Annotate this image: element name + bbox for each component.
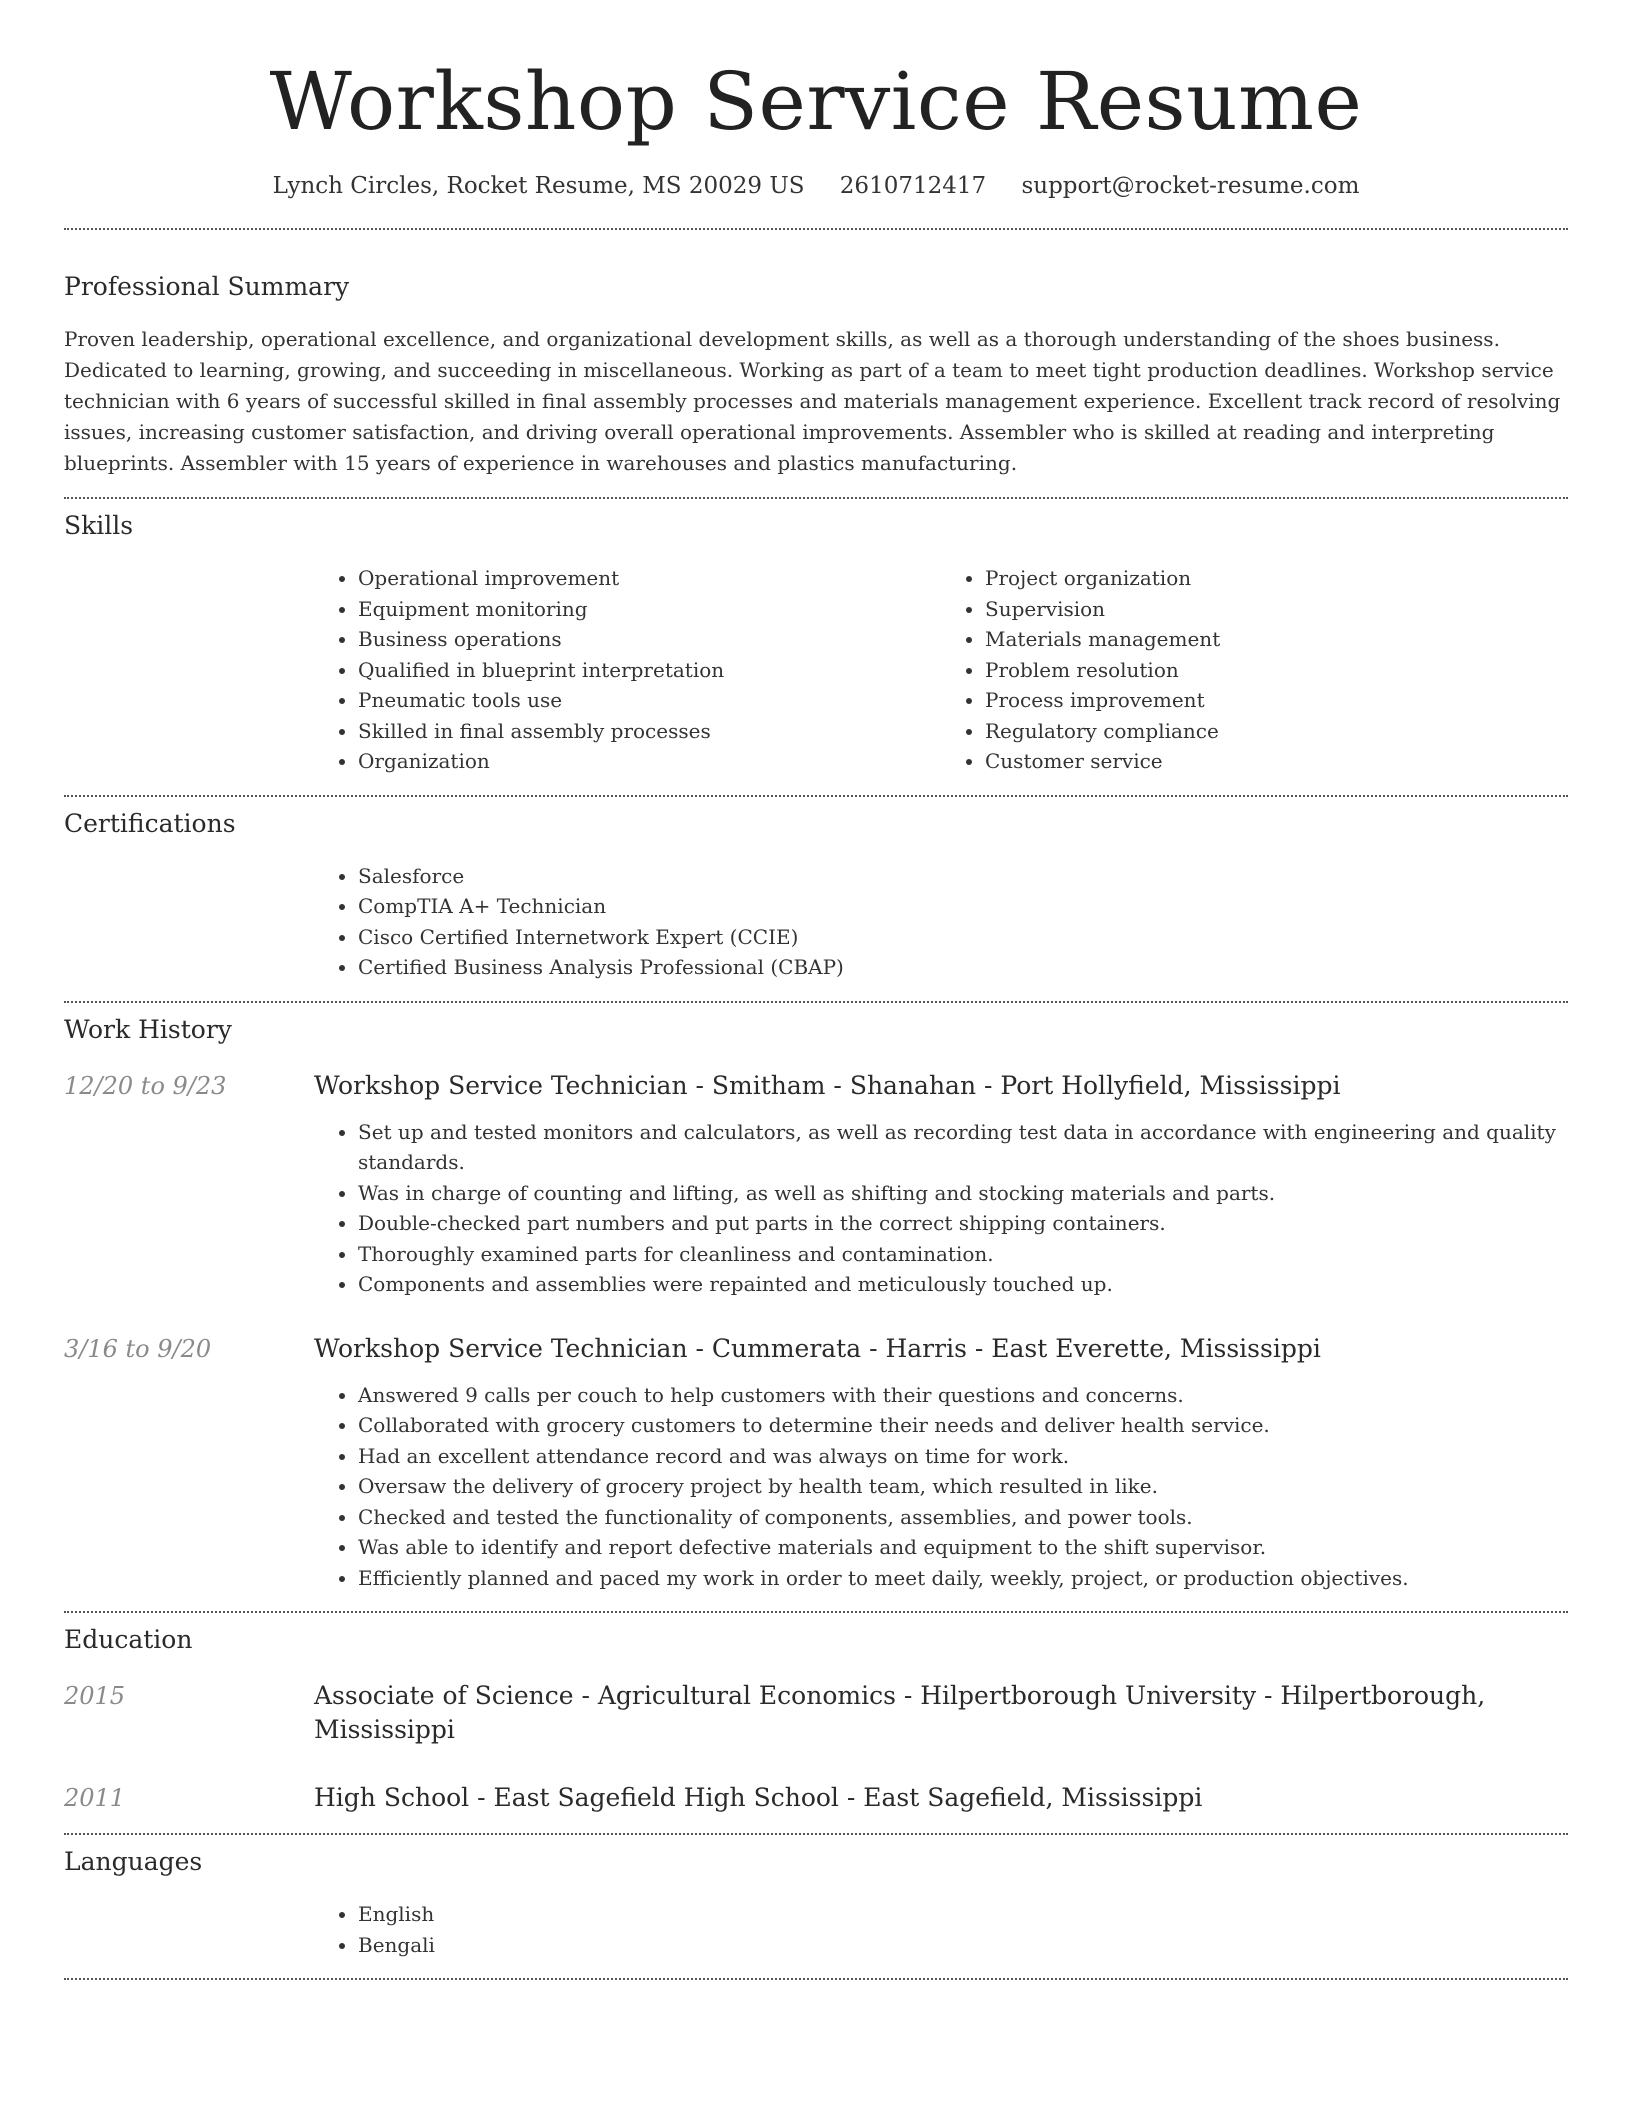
list-item: • Skilled in final assembly processes [358, 716, 941, 747]
list-item: • Pneumatic tools use [358, 685, 941, 716]
summary-section [64, 230, 1568, 479]
skills-grid [314, 563, 1568, 777]
list-item: • English [358, 1899, 1568, 1930]
section-title-certifications: Certifications [64, 808, 236, 838]
contact-email: support@rocket-resume.com [1021, 173, 1360, 199]
job-header [64, 1069, 1568, 1103]
list-item: • Organization [358, 746, 941, 777]
list-item: • Qualified in blueprint interpretation [358, 655, 941, 686]
list-item: • Business operations [358, 624, 941, 655]
list-item: • Had an excellent attendance record and was always on time for work. [358, 1441, 1568, 1472]
section-title-work: Work History [64, 1014, 232, 1044]
list-item: • Project organization [985, 563, 1568, 594]
section-title-summary: Professional Summary [64, 272, 350, 301]
section-title-languages: Languages [64, 1847, 203, 1876]
education-entry [64, 1781, 1568, 1815]
languages-section [64, 1835, 1568, 1960]
list-item: • Problem resolution [985, 655, 1568, 686]
education-heading: High School - East Sagefield High School - East Sagefield, Mississippi [314, 1783, 1203, 1812]
list-item: • Operational improvement [358, 563, 941, 594]
certifications-section [64, 797, 1568, 983]
list-item: • Customer service [985, 746, 1568, 777]
list-item: • Certified Business Analysis Professional (CBAP) [358, 952, 1568, 983]
job-heading: Workshop Service Technician - Cummerata - Harris - East Everette, Mississippi [314, 1333, 1321, 1363]
skills-list-right [941, 563, 1568, 777]
divider [64, 1978, 1568, 1980]
languages-list [314, 1899, 1568, 1960]
list-item: • Salesforce [358, 861, 1568, 892]
section-title-education: Education [64, 1625, 193, 1654]
list-item: • Was able to identify and report defective materials and equipment to the shift supervisor. [358, 1532, 1568, 1563]
list-item: • Bengali [358, 1930, 1568, 1961]
section-title-skills: Skills [64, 511, 134, 540]
list-item: • Checked and tested the functionality of components, assemblies, and power tools. [358, 1502, 1568, 1533]
list-item: • Oversaw the delivery of grocery project by health team, which resulted in like. [358, 1471, 1568, 1502]
list-item: • Regulatory compliance [985, 716, 1568, 747]
list-item: • Collaborated with grocery customers to determine their needs and deliver health service. [358, 1410, 1568, 1441]
contact-address: Lynch Circles, Rocket Resume, MS 20029 US [272, 173, 805, 199]
education-entry [64, 1679, 1568, 1747]
education-section [64, 1613, 1568, 1815]
list-item: • Efficiently planned and paced my work in order to meet daily, weekly, project, or production objectives. [358, 1563, 1568, 1594]
list-item: • CompTIA A+ Technician [358, 891, 1568, 922]
list-item: • Cisco Certified Internetwork Expert (CCIE) [358, 922, 1568, 953]
education-date: 2011 [64, 1784, 126, 1812]
list-item: • Supervision [985, 594, 1568, 625]
education-heading: Associate of Science - Agricultural Economics - Hilpertborough University - Hilpertborough, Mississippi [314, 1681, 1486, 1744]
contact-phone: 2610712417 [839, 173, 987, 199]
work-section [64, 1003, 1568, 1594]
skills-list-left [314, 563, 941, 777]
resume-title: Workshop Service Resume [269, 55, 1363, 148]
job-heading: Workshop Service Technician - Smitham - Shanahan - Port Hollyfield, Mississippi [314, 1070, 1341, 1100]
list-item: • Answered 9 calls per couch to help customers with their questions and concerns. [358, 1380, 1568, 1411]
list-item: • Was in charge of counting and lifting, as well as shifting and stocking materials and parts. [358, 1178, 1568, 1209]
skills-section [64, 499, 1568, 777]
job-bullets [314, 1380, 1568, 1594]
job-entry [64, 1069, 1568, 1300]
list-item: • Double-checked part numbers and put parts in the correct shipping containers. [358, 1208, 1568, 1239]
job-bullets [314, 1117, 1568, 1300]
certifications-list [314, 861, 1568, 983]
list-item: • Set up and tested monitors and calculators, as well as recording test data in accordance with engineering and quality standards. [358, 1117, 1568, 1178]
list-item: • Equipment monitoring [358, 594, 941, 625]
job-date: 12/20 to 9/23 [64, 1071, 227, 1100]
list-item: • Materials management [985, 624, 1568, 655]
list-item: • Components and assemblies were repainted and meticulously touched up. [358, 1269, 1568, 1300]
job-entry [64, 1332, 1568, 1594]
contact-line [64, 170, 1568, 202]
list-item: • Process improvement [985, 685, 1568, 716]
list-item: • Thoroughly examined parts for cleanliness and contamination. [358, 1239, 1568, 1270]
job-header [64, 1332, 1568, 1366]
summary-text: Proven leadership, operational excellence, and organizational development skills, as well as a thorough understanding of the shoes business. Dedicated to learning, growing, and succeeding in miscellaneous. Working as part of a team to meet tight production deadlines. Workshop service technician with 6 years of successful skilled in final assembly processes and materials management experience. Excellent track record of resolving issues, increasing customer satisfaction, and driving overall operational improvements. Assembler who is skilled at reading and interpreting blueprints. Assembler with 15 years of experience in warehouses and plastics manufacturing. [64, 327, 1561, 475]
education-date: 2015 [64, 1682, 126, 1710]
job-date: 3/16 to 9/20 [64, 1334, 212, 1363]
